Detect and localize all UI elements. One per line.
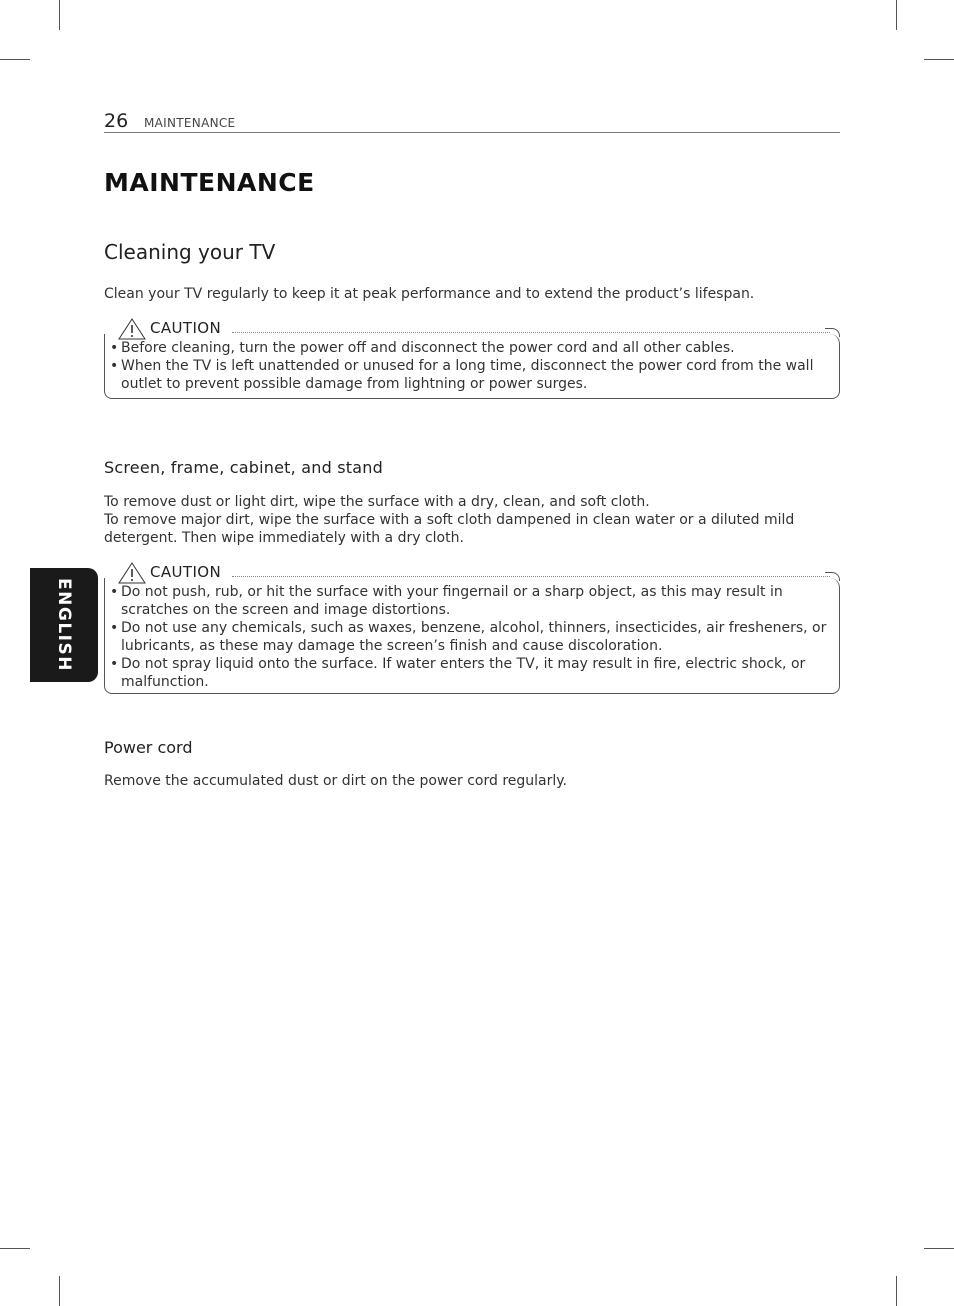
section-heading-screen: Screen, frame, cabinet, and stand: [104, 458, 383, 477]
language-tab: [30, 568, 98, 682]
cleaning-intro: Clean your TV regularly to keep it at peak performance and to extend the product’s lifespan.: [104, 286, 755, 302]
page-number: 26: [104, 110, 129, 132]
crop-mark: [924, 59, 954, 60]
caution-list: [105, 334, 839, 393]
section-heading-cleaning: Cleaning your TV: [104, 240, 276, 264]
screen-instructions: [104, 493, 840, 547]
crop-mark: [59, 1276, 60, 1306]
running-header-section: MAINTENANCE: [144, 116, 236, 130]
caution-item: • Do not spray liquid onto the surface. If water enters the TV, it may result in fire, electric shock, or malfunction.: [121, 655, 831, 691]
crop-mark: [0, 59, 30, 60]
caution-rule: [232, 576, 830, 577]
crop-mark: [924, 1248, 954, 1249]
caution-label: CAUTION: [150, 319, 222, 337]
power-cord-text: Remove the accumulated dust or dirt on the power cord regularly.: [104, 773, 568, 789]
caution-list: [105, 578, 839, 691]
caution-box: [104, 334, 840, 399]
caution-item: • Do not push, rub, or hit the surface with your fingernail or a sharp object, as this may result in scratches on the screen and image distortions.: [121, 583, 831, 619]
crop-mark: [0, 1248, 30, 1249]
section-heading-power-cord: Power cord: [104, 738, 193, 757]
caution-box: [104, 578, 840, 694]
screen-line-2: To remove major dirt, wipe the surface with a soft cloth dampened in clean water or a diluted mild detergent. Then wipe immediately with a dry cloth.: [104, 512, 795, 546]
screen-line-1: To remove dust or light dirt, wipe the surface with a dry, clean, and soft cloth.: [104, 494, 650, 510]
crop-mark: [896, 0, 897, 30]
caution-item: • When the TV is left unattended or unused for a long time, disconnect the power cord from the wall outlet to prevent possible damage from lightning or power surges.: [121, 357, 831, 393]
caution-item: • Do not use any chemicals, such as waxes, benzene, alcohol, thinners, insecticides, air fresheners, or lubricants, as these may damage the screen’s finish and cause discoloration.: [121, 619, 831, 655]
crop-mark: [59, 0, 60, 30]
page-title: MAINTENANCE: [104, 168, 315, 197]
caution-rule: [232, 332, 830, 333]
caution-label: CAUTION: [150, 563, 222, 581]
caution-item: • Before cleaning, turn the power off and disconnect the power cord and all other cables.: [121, 339, 831, 357]
crop-mark: [896, 1276, 897, 1306]
running-header: [104, 110, 840, 133]
language-tab-label: ENGLISH: [54, 578, 74, 672]
